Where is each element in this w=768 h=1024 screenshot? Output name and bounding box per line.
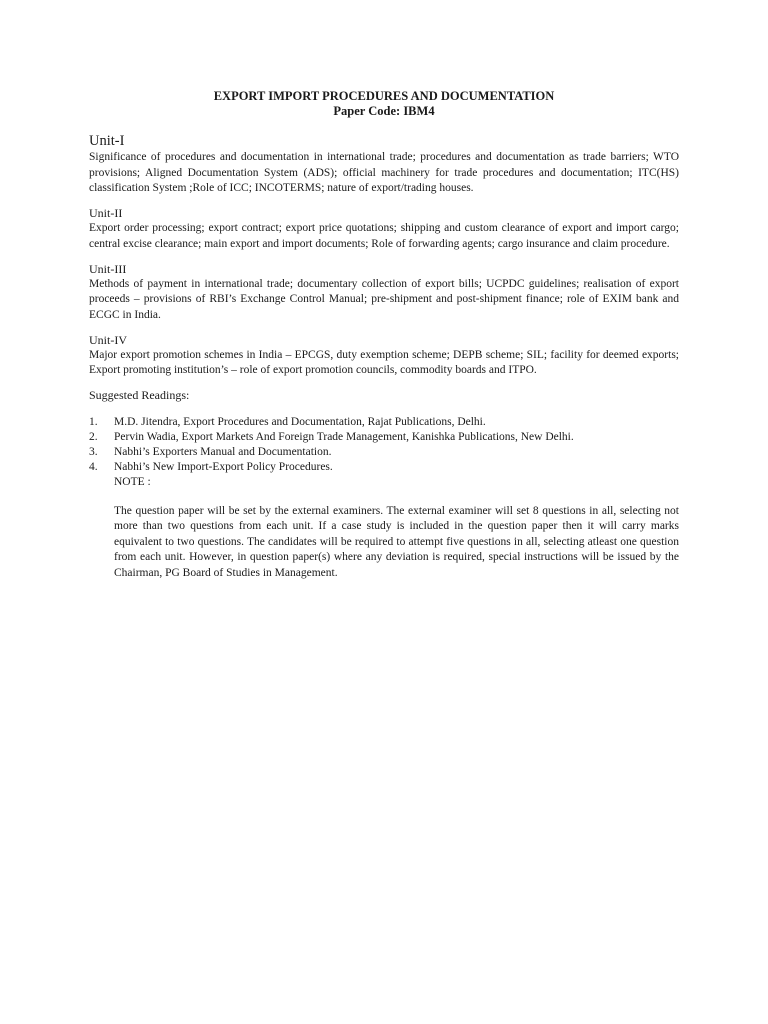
list-item-number: 3. <box>89 446 98 459</box>
list-item-text: Pervin Wadia, Export Markets And Foreign Trade Management, Kanishka Publications, New Delhi. <box>114 431 574 444</box>
list-item <box>89 415 679 430</box>
unit-1-heading: Unit-I <box>89 133 125 149</box>
note-body: The question paper will be set by the external examiners. The external examiner will set 8 questions in all, selecting not more than two questions from each unit. If a case study is included in the question paper then it will carry marks equivalent to two questions. The candidates will be required to attempt five questions in all, selecting atleast one question from each unit. However, in question paper(s) where any deviation is required, special instructions will be issued by the Chairman, PG Board of Studies in Management. <box>114 505 679 579</box>
unit-3-section <box>89 262 679 324</box>
unit-4-section <box>89 333 679 379</box>
list-item <box>89 430 679 445</box>
list-item <box>89 460 679 475</box>
document-title: EXPORT IMPORT PROCEDURES AND DOCUMENTATION <box>213 89 555 103</box>
unit-1-section <box>89 133 679 197</box>
unit-3-heading: Unit-III <box>89 261 127 276</box>
paper-code: Paper Code: IBM4 <box>333 104 435 118</box>
unit-2-heading: Unit-II <box>89 206 123 221</box>
list-item-text: M.D. Jitendra, Export Procedures and Documentation, Rajat Publications, Delhi. <box>114 416 486 429</box>
readings-list <box>89 415 679 475</box>
list-item-text: Nabhi’s New Import-Export Policy Procedures. <box>114 461 333 474</box>
unit-3-body: Methods of payment in international trade; documentary collection of export bills; UCPDC guidelines; realisation of export proceeds – provisions of RBI’s Exchange Control Manual; pre-shipment and post-shipment finance; role of EXIM bank and ECGC in India. <box>89 277 679 321</box>
list-item-text: Nabhi’s Exporters Manual and Documentation. <box>114 446 332 459</box>
suggested-readings-section <box>89 388 679 475</box>
list-item-number: 2. <box>89 431 98 444</box>
unit-1-body: Significance of procedures and documentation in international trade; procedures and documentation as trade barriers; WTO provisions; Aligned Documentation System (ADS); official machinery for trade procedures and documentation; ITC(HS) classification System ;Role of ICC; INCOTERMS; nature of export/trading houses. <box>89 151 679 195</box>
list-item <box>89 445 679 460</box>
note-section <box>89 475 679 581</box>
list-item-number: 1. <box>89 416 98 429</box>
unit-2-section <box>89 206 679 252</box>
list-item-number: 4. <box>89 461 98 474</box>
unit-4-heading: Unit-IV <box>89 332 127 347</box>
unit-4-body: Major export promotion schemes in India – EPCGS, duty exemption scheme; DEPB scheme; SIL; facility for deemed exports; Export promoting institution’s – role of export promotion councils, commodity boards and ITPO. <box>89 348 679 377</box>
readings-heading: Suggested Readings: <box>89 388 190 403</box>
unit-2-body: Export order processing; export contract; export price quotations; shipping and custom clearance of export and import cargo; central excise clearance; main export and import documents; Role of forwarding agents; cargo insurance and claim procedure. <box>89 222 679 250</box>
note-label: NOTE : <box>114 476 151 489</box>
